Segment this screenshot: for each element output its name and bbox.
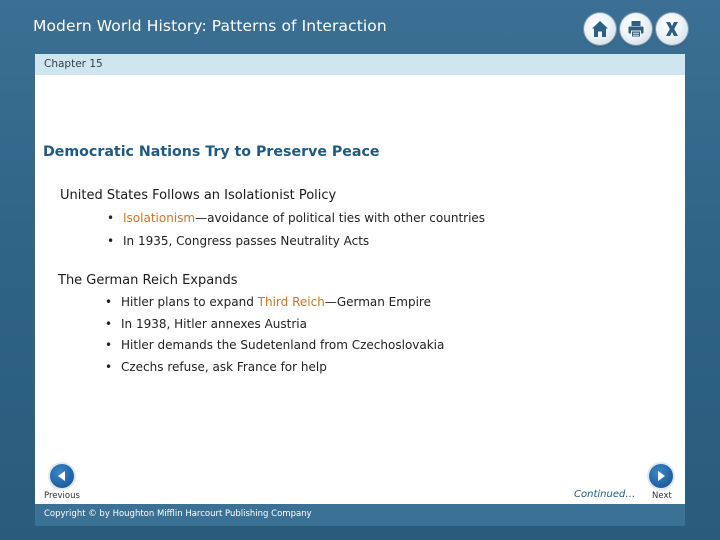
key-term: Third Reich	[257, 295, 325, 309]
list-item	[107, 211, 485, 225]
page-title: Democratic Nations Try to Preserve Peace	[43, 144, 380, 160]
next-label[interactable]: Next	[652, 491, 672, 501]
bullet-text: Hitler demands the Sudetenland from Czechoslovakia	[121, 338, 445, 352]
key-term: Isolationism	[123, 211, 196, 225]
list-item	[105, 317, 307, 331]
bullet-icon: •	[105, 295, 113, 309]
list-item	[105, 360, 327, 374]
arrow-right-icon	[654, 469, 668, 483]
home-icon	[590, 19, 610, 39]
list-item	[107, 234, 369, 248]
arrow-left-icon	[55, 469, 69, 483]
previous-button[interactable]	[50, 464, 74, 488]
chapter-strip	[35, 54, 685, 75]
print-icon	[626, 19, 646, 39]
bullet-icon: •	[105, 338, 113, 352]
continued-label: Continued…	[574, 489, 636, 500]
section-title-german-reich: The German Reich Expands	[58, 273, 238, 288]
bullet-icon: •	[105, 317, 113, 331]
bullet-icon: •	[105, 360, 113, 374]
chapter-label: Chapter 15	[44, 58, 103, 70]
print-button[interactable]	[620, 13, 652, 45]
bullet-text: In 1938, Hitler annexes Austria	[121, 317, 307, 331]
bullet-text: Czechs refuse, ask France for help	[121, 360, 327, 374]
close-icon	[662, 19, 682, 39]
copyright-text: Copyright © by Houghton Mifflin Harcourt Publishing Company	[44, 509, 312, 519]
previous-label[interactable]: Previous	[44, 491, 80, 501]
bullet-text: —avoidance of political ties with other countries	[195, 211, 486, 225]
home-button[interactable]	[584, 13, 616, 45]
next-button[interactable]	[649, 464, 673, 488]
app-title: Modern World History: Patterns of Interaction	[33, 17, 387, 35]
bullet-text: Hitler plans to expand	[121, 295, 258, 309]
bullet-text: —German Empire	[324, 295, 431, 309]
title-bar	[0, 0, 720, 54]
bullet-icon: •	[107, 234, 115, 248]
content-panel	[35, 54, 685, 526]
bullet-text: In 1935, Congress passes Neutrality Acts	[123, 234, 370, 248]
list-item	[105, 338, 444, 352]
footer-bar	[35, 504, 685, 526]
bullet-icon: •	[107, 211, 115, 225]
section-title-isolationism: United States Follows an Isolationist Policy	[60, 188, 337, 203]
list-item	[105, 295, 431, 309]
close-button[interactable]	[656, 13, 688, 45]
